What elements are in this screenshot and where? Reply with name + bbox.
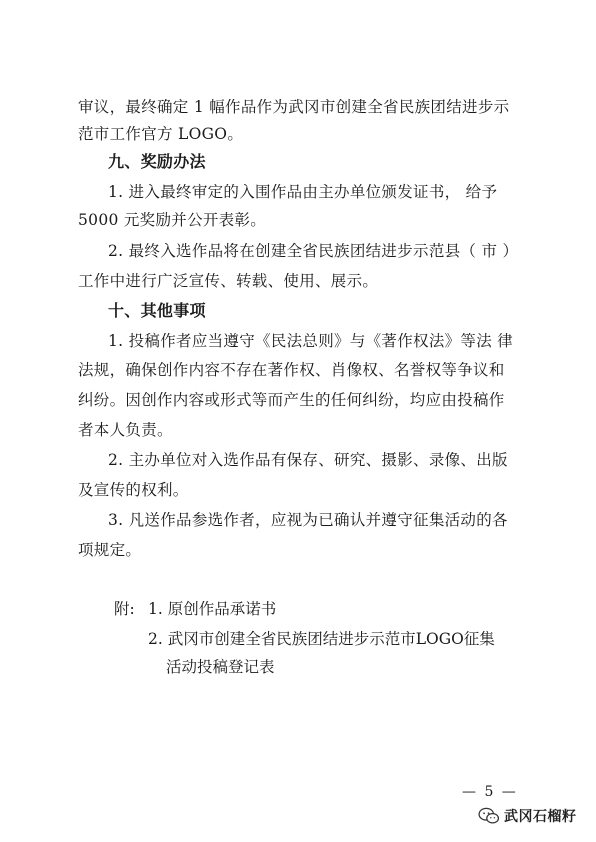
body-line: 5000 元奖励并公开表彰。	[78, 211, 267, 229]
body-line: 2. 最终入选作品将在创建全省民族团结进步示范县（ 市 ）	[108, 242, 519, 260]
attachment-item-2: 2. 武冈市创建全省民族团结进步示范市LOGO征集	[148, 630, 495, 648]
body-line: 法规，确保创作内容不存在著作权、肖像权、名誉权等争议和	[78, 361, 505, 379]
body-line: 3. 凡送作品参选作者，应视为已确认并遵守征集活动的各	[108, 511, 508, 529]
body-line: 工作中进行广泛宣传、转载、使用、展示。	[78, 272, 379, 290]
attachment-item-1: 1. 原创作品承诺书	[148, 600, 277, 618]
body-line: 1. 投稿作者应当遵守《民法总则》与《著作权法》等法 律	[108, 332, 514, 350]
wechat-icon	[478, 807, 500, 825]
attachment-prefix: 附:	[114, 600, 135, 618]
watermark	[478, 804, 577, 828]
body-line: 范市工作官方 LOGO。	[78, 125, 244, 143]
body-line: 项规定。	[78, 541, 142, 559]
watermark-text: 武冈石榴籽	[504, 809, 577, 825]
page-number: — 5 —	[462, 784, 518, 800]
body-line: 及宣传的权利。	[78, 481, 189, 499]
body-line: 1. 进入最终审定的入围作品由主办单位颁发证书， 给予	[108, 183, 498, 201]
section-heading-other: 十、其他事项	[108, 301, 206, 320]
body-line: 者本人负责。	[78, 421, 173, 439]
body-line: 2. 主办单位对入选作品有保存、研究、摄影、录像、出版	[108, 451, 508, 469]
body-line: 纠纷。因创作内容或形式等而产生的任何纠纷，均应由投稿作	[78, 391, 505, 409]
body-line: 审议，最终确定 1 幅作品作为武冈市创建全省民族团结进步示	[78, 98, 510, 116]
attachment-item-2-cont: 活动投稿登记表	[166, 658, 275, 676]
section-heading-reward: 九、奖励办法	[108, 152, 206, 171]
